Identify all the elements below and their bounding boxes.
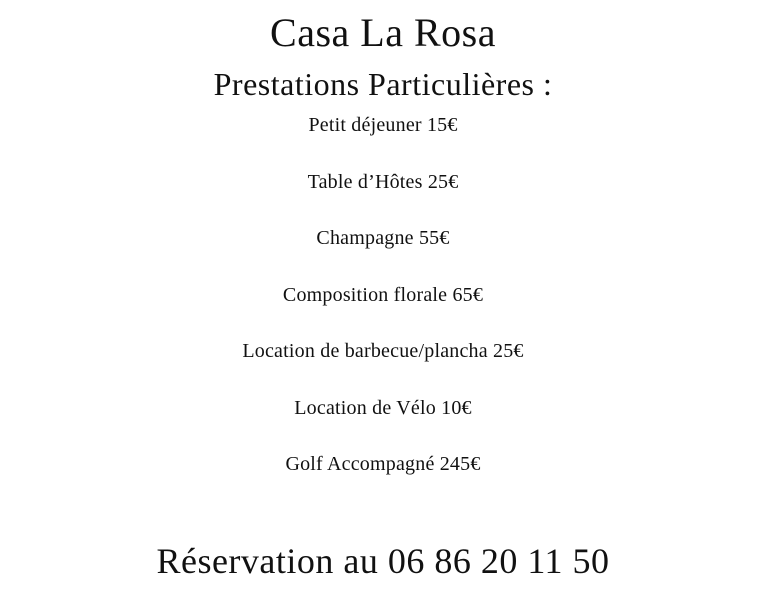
services-heading: Prestations Particulières :	[213, 66, 553, 102]
service-item-champagne: Champagne 55€	[316, 227, 450, 249]
service-item-golf: Golf Accompagné 245€	[285, 453, 481, 475]
service-item-table-dhotes: Table d’Hôtes 25€	[307, 170, 459, 193]
service-item-floral-composition: Composition florale 65€	[282, 283, 484, 306]
service-item-bike-rental: Location de Vélo 10€	[294, 396, 472, 419]
service-item-breakfast: Petit déjeuner 15€	[308, 114, 458, 136]
service-item-barbecue-rental: Location de barbecue/plancha 25€	[242, 340, 524, 362]
page-title: Casa La Rosa	[270, 10, 496, 55]
services-list	[0, 112, 766, 508]
reservation-phone: Réservation au 06 86 20 11 50	[156, 541, 610, 581]
